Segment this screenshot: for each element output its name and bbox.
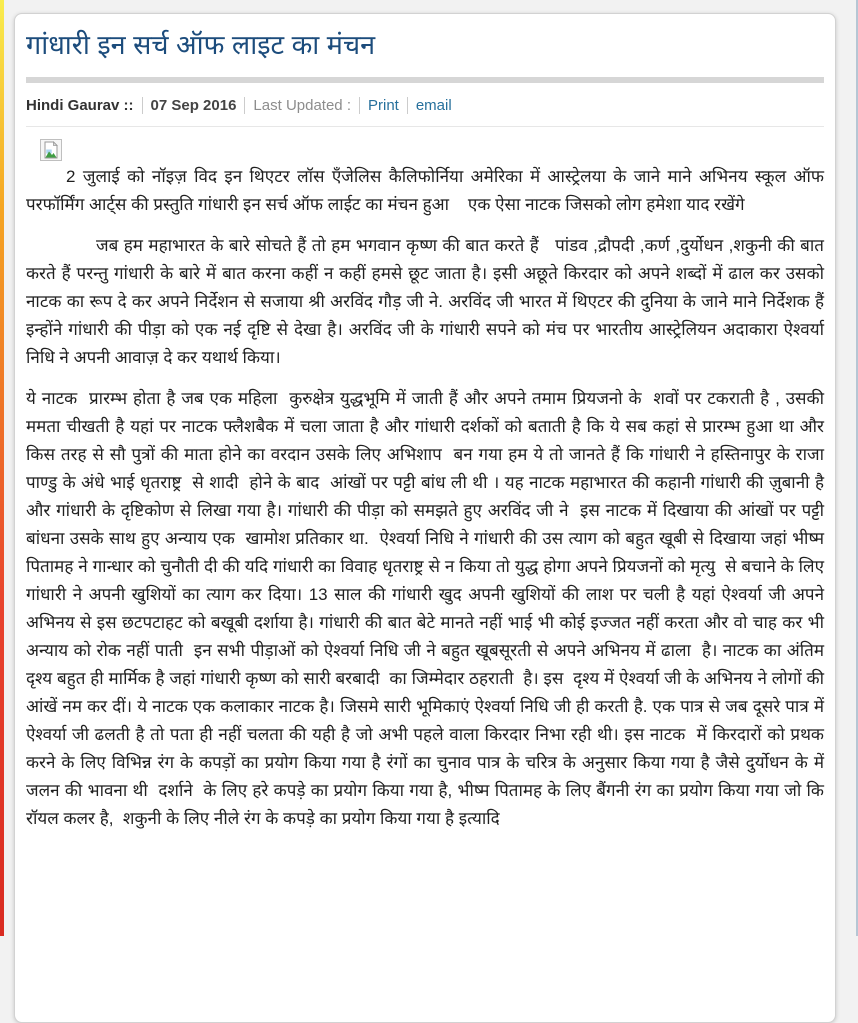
left-gradient-strip bbox=[0, 0, 4, 936]
article-date: 07 Sep 2016 bbox=[150, 97, 237, 115]
article-body bbox=[26, 127, 834, 833]
print-link[interactable]: Print bbox=[368, 97, 399, 115]
article-paragraph: ये नाटक प्रारम्भ होता है जब एक महिला कुरुक्षेत्र युद्धभूमि में जाती हैं और अपने तमाम प्रियजनो के शवों पर टकराती है , उसकी ममता चीखती है यहां पर नाटक फ्लैशबैक में चला जाता है और गांधारी दर्शकों को बताती है कि ये सब कहां से प्रारम्भ हुआ था और किस तरह से सौ पुत्रों की माता होने का वरदान उसके लिए अभिशाप बन गया हम ये तो जानते हैं कि गांधारी ने हस्तिनापुर के राजा पाण्डु के अंधे भाई धृतराष्ट्र से शादी होने के बाद आंखों पर पट्टी बांध ली थी । यह नाटक महाभारत की कहानी गांधारी की ज़ुबानी है और गांधारी के दृष्टिकोण से लिखा गया है। गांधारी की पीड़ा को समझते हुए अरविंद जी ने इस नाटक में दिखाया की आंखों पर पट्टी बांधना उसके साथ हुए अन्याय एक खामोश प्रतिकार था. ऐश्वर्या निधि ने गांधारी की उस त्याग को बहुत खूबी से दिखाया जहां भीष्म पितामह ने गान्धार को चुनौती दी की यदि गांधारी का विवाह धृतराष्ट्र से न किया तो युद्ध होगा अपने प्रियजनों को मृत्यु से बचाने के लिए गांधारी ने अपनी खुशियों का त्याग कर दिया। 13 साल की गांधारी खुद अपनी खुशियों की लाश पर चली है यहां ऐश्वर्या जी अपने अभिनय से इस छटपटाहट को बखूबी दर्शाया है। गांधारी की बात बेटे मानते नहीं भाई भी कोई इज्जत नहीं करता और वो चाह कर भी अन्याय को रोक नहीं पाती इन सभी पीड़ाओं को ऐश्वर्या निधि जी ने बहुत खूबसूरती से अपने अभिनय में ढाला है। नाटक का अंतिम दृश्य बहुत ही मार्मिक है जहां गांधारी कृष्ण को सारी बरबादी का जिम्मेदार ठहराती है। इस दृश्य में ऐश्वर्या जी के अभिनय ने लोगों की आंखें नम कर दीं। ये नाटक एक कलाकार नाटक है। जिसमे सारी भूमिकाएं ऐश्वर्या निधि जी ही करती है. एक पात्र से जब दूसरे पात्र में ऐश्वर्या जी ढलती है तो पता ही नहीं चलता की यही है जो अभी पहले वाला किरदार निभा रही थी। इस नाटक में किरदारों को प्रथक करने के लिए विभिन्न रंग के कपड़ों का प्रयोग किया गया है रंगों का चुनाव पात्र के चरित्र के अनुसार किया गया है जैसे दुर्योधन के में जलन की भावना थी दर्शाने के लिए हरे कपड़े का प्रयोग किया गया है, भीष्म पितामह के लिए बैंगनी रंग का प्रयोग किया गया जो कि रॉयल कलर है, शकुनी के लिए नीले रंग के कपड़े का प्रयोग किया गया है इत्यादि bbox=[26, 389, 834, 829]
title-divider bbox=[26, 77, 824, 83]
article-paragraph: जब हम महाभारत के बारे सोचते हैं तो हम भगवान कृष्ण की बात करते हैं पांडव ,द्रौपदी ,कर्ण ,दुर्योधन ,शकुनी की बात करते हैं परन्तु गांधारी के बारे में बात करना कहीं न कहीं हमसे छूट जाता है। इसी अछूते किरदार को अपने शब्दों में ढाल कर उसको नाटक का रूप दे कर अपने निर्देशन से सजाया श्री अरविंद गौड़ जी ने. अरविंद जी भारत में थिएटर की दुनिया के जाने माने निर्देशक हैं इन्होंने गांधारी की पीड़ा को एक नई दृष्टि से देखा है। अरविंद जी के गांधारी सपने को मंच पर भारतीय आस्ट्रेलियन अदाकारा ऐश्वर्या निधि ने अपनी आवाज़ दे कर यथार्थ किया। bbox=[26, 236, 829, 368]
article-card bbox=[14, 13, 836, 1023]
byline-separator bbox=[407, 97, 408, 114]
page-title: गांधारी इन सर्च ऑफ लाइट का मंचन bbox=[26, 30, 376, 60]
email-link[interactable]: email bbox=[415, 97, 452, 115]
byline-separator bbox=[359, 97, 360, 114]
broken-image-icon bbox=[40, 139, 62, 161]
byline-separator bbox=[244, 97, 245, 114]
byline bbox=[26, 95, 824, 127]
source-label: Hindi Gaurav :: bbox=[26, 97, 134, 115]
byline-separator bbox=[142, 97, 143, 114]
article-paragraph: 2 जुलाई को नॉइज़ विद इन थिएटर लॉस एँजेलिस कैलिफोर्निया अमेरिका में आस्ट्रेलया के जाने माने अभिनय स्कूल ऑफ परफॉर्मिंग आर्ट्स की प्रस्तुति गांधारी इन सर्च ऑफ लाईट का मंचन हुआ एक ऐसा नाटक जिसको लोग हमेशा याद रखेंगे bbox=[26, 167, 829, 215]
last-updated-label: Last Updated : bbox=[253, 97, 351, 115]
